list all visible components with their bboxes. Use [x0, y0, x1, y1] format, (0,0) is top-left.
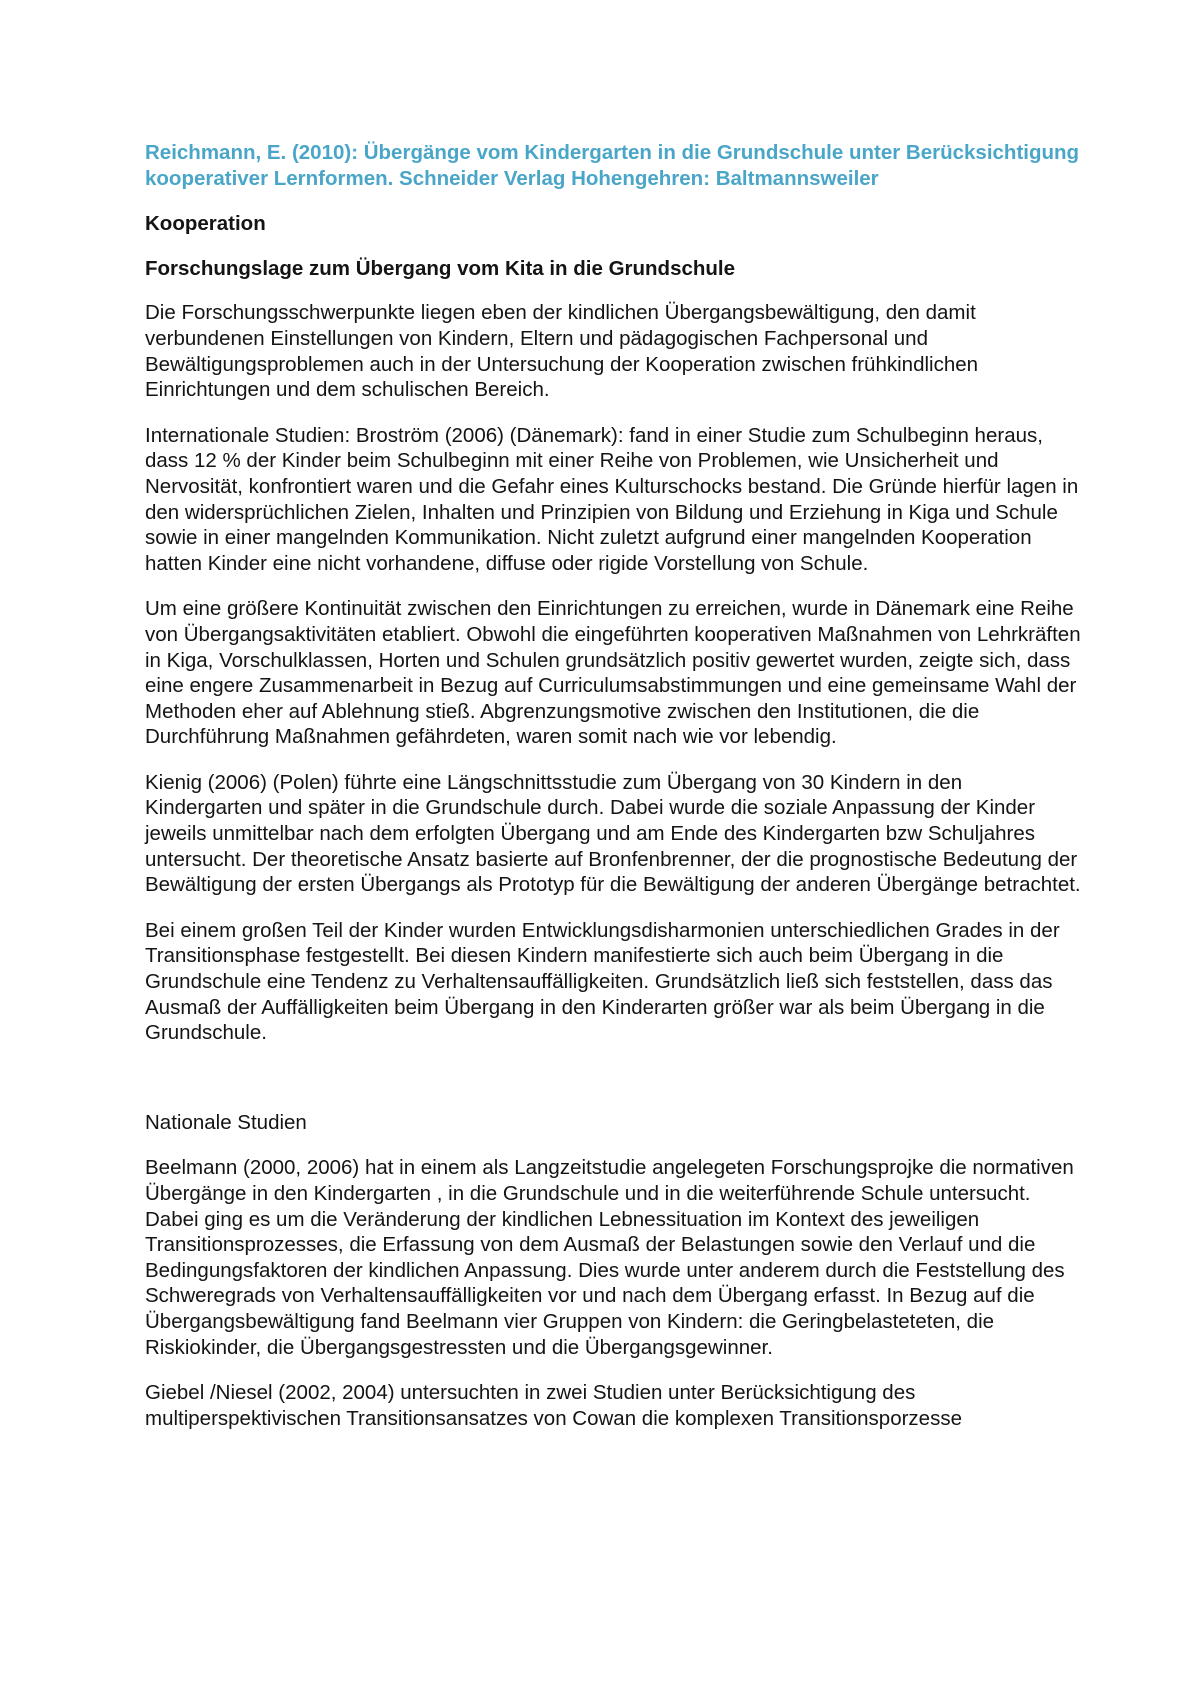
blank-line — [145, 1066, 1085, 1110]
paragraph-denmark-continuity: Um eine größere Kontinuität zwischen den Einrichtungen zu erreichen, wurde in Dänemark eine Reihe von Übergangsaktivitäten etabliert. Obwohl die eingeführten kooperativen Maßnahmen von Lehrkräften in Kiga, Vorschulklassen, Horten und Schulen grundsätzlich positiv gewertet wurden, zeigte sich, dass eine engere Zusammenarbeit in Bezug auf Curriculumsabstimmungen und eine gemeinsame Wahl der Methoden eher auf Ablehnung stieß. Abgrenzungsmotive zwischen den Institutionen, die die Durchführung Maßnahmen gefährdeten, waren somit nach wie vor lebendig. — [145, 597, 1081, 749]
document-page — [145, 140, 1085, 1451]
paragraph-developmental-disharmonies: Bei einem großen Teil der Kinder wurden Entwicklungsdisharmonien unterschiedlichen Grades in der Transitionsphase festgestellt. Bei diesen Kindern manifestierte sich auch beim Übergang in die Grundschule eine Tendenz zu Verhaltensauffälligkeiten. Grundsätzlich ließ sich feststellen, dass das Ausmaß der Auffälligkeiten beim Übergang in den Kinderarten größer war als beim Übergang in die Grundschule. — [145, 918, 1060, 1045]
section-nationale-studien: Nationale Studien — [145, 1110, 307, 1134]
heading-forschungslage: Forschungslage zum Übergang vom Kita in die Grundschule — [145, 256, 736, 280]
paragraph-kienig-study: Kienig (2006) (Polen) führte eine Längschnittsstudie zum Übergang von 30 Kindern in den Kindergarten und später in die Grundschule durch. Dabei wurde die soziale Anpassung der Kinder jeweils unmittelbar nach dem erfolgten Übergang und am Ende des Kindergarten bzw Schuljahres untersucht. Der theoretische Ansatz basierte auf Bronfenbrenner, der die prognostische Bedeutung der Bewältigung der ersten Übergangs als Prototyp für die Bewältigung der anderen Übergänge betrachtet. — [145, 770, 1081, 897]
paragraph-giebel-niesel-study: Giebel /Niesel (2002, 2004) untersuchten in zwei Studien unter Berücksichtigung des multiperspektivischen Transitionsansatzes von Cowan die komplexen Transitionsporzesse — [145, 1381, 962, 1430]
heading-kooperation: Kooperation — [145, 212, 266, 236]
paragraph-research-focus: Die Forschungsschwerpunkte liegen eben der kindlichen Übergangsbewältigung, den damit verbundenen Einstellungen von Kindern, Eltern und pädagogischen Fachpersonal und Bewältigungsproblemen auch in der Untersuchung der Kooperation zwischen frühkindlichen Einrichtungen und dem schulischen Bereich. — [145, 301, 979, 402]
paragraph-brostroem-study: Internationale Studien: Broström (2006) (Dänemark): fand in einer Studie zum Schulbeginn heraus, dass 12 % der Kinder beim Schulbeginn mit einer Reihe von Problemen, wie Unsicherheit und Nervosität, konfrontiert waren und die Gefahr eines Kulturschocks bestand. Die Gründe hierfür lagen in den widersprüchlichen Zielen, Inhalten und Prinzipien von Bildung und Erziehung in Kiga und Schule sowie in einer mangelnden Kommunikation. Nicht zuletzt aufgrund einer mangelnden Kooperation hatten Kinder eine nicht vorhandene, diffuse oder rigide Vorstellung von Schule. — [145, 423, 1079, 575]
citation-reference: Reichmann, E. (2010): Übergänge vom Kindergarten in die Grundschule unter Berücksichtigung kooperativer Lernformen. Schneider Verlag Hohengehren: Baltmannsweiler — [145, 141, 1080, 190]
paragraph-beelmann-study: Beelmann (2000, 2006) hat in einem als Langzeitstudie angelegeten Forschungsprojke die normativen Übergänge in den Kindergarten , in die Grundschule und in die weiterführende Schule untersucht. Dabei ging es um die Veränderung der kindlichen Lebnessituation im Kontext des jeweiligen Transitionsprozesses, die Erfassung von dem Ausmaß der Belastungen sowie den Verlauf und die Bedingungsfaktoren der kindlichen Anpassung. Dies wurde unter anderem durch die Feststellung des Schweregrads von Verhaltensauffälligkeiten vor und nach dem Übergang erfasst. In Bezug auf die Übergangsbewältigung fand Beelmann vier Gruppen von Kindern: die Geringbelasteteten, die Riskiokinder, die Übergangsgestressten und die Übergangsgewinner. — [145, 1156, 1074, 1359]
